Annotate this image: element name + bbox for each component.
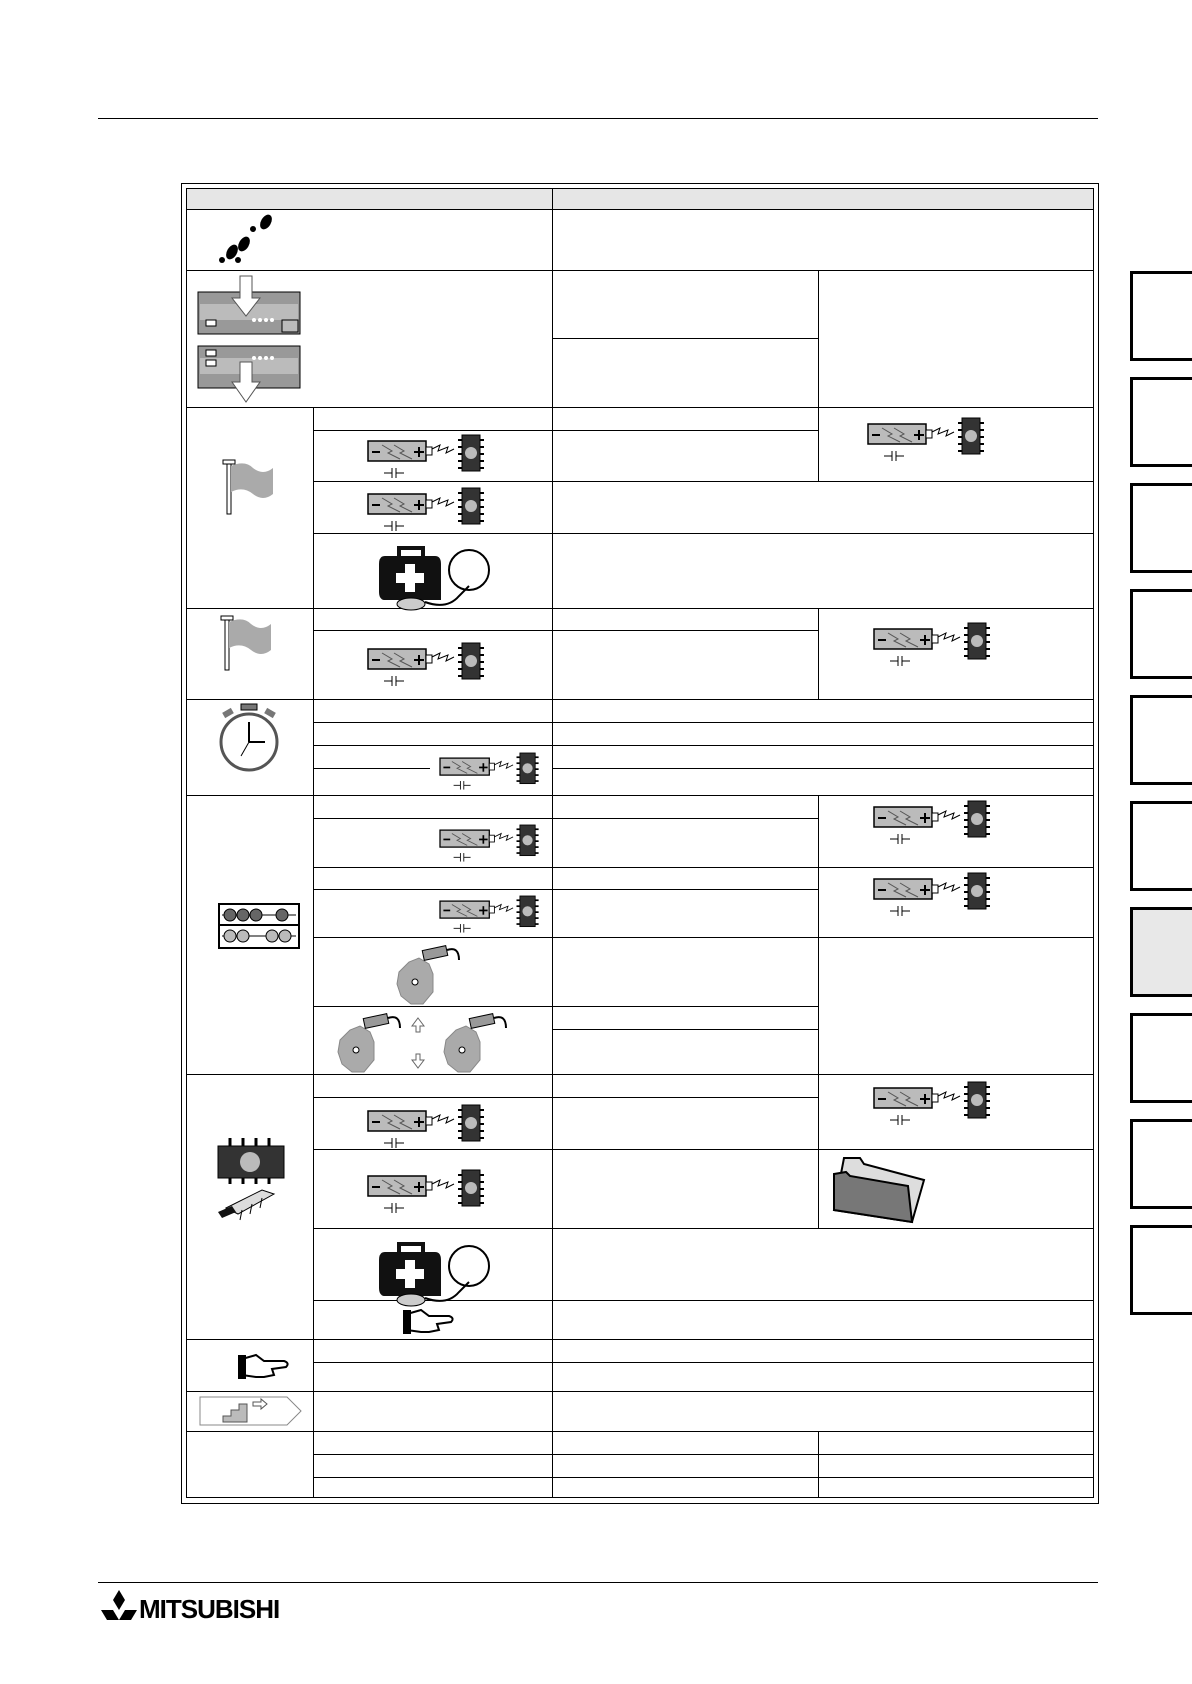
side-tab[interactable] [1130, 483, 1192, 573]
pointing-hand-icon [238, 1351, 294, 1381]
rotary-encoder-icon [440, 1010, 510, 1074]
ic-chip-icon [212, 1138, 288, 1230]
header-rule [98, 118, 1098, 119]
footsteps-icon [216, 214, 276, 266]
footer-rule [98, 1582, 1098, 1583]
battery-backed-memory-icon [368, 1170, 488, 1214]
first-aid-power-icon [377, 536, 493, 608]
battery-backed-memory-icon [868, 418, 988, 462]
side-tab-active[interactable] [1130, 907, 1192, 997]
side-tab[interactable] [1130, 1013, 1192, 1103]
mitsubishi-logo-icon [101, 1590, 137, 1622]
battery-backed-memory-icon [874, 1082, 994, 1126]
pointing-hand-icon [403, 1306, 459, 1336]
table-header-row [187, 189, 1093, 210]
abacus-counter-icon [218, 903, 300, 949]
battery-backed-memory-icon [440, 753, 542, 790]
battery-backed-memory-icon [368, 1105, 488, 1149]
side-tab[interactable] [1130, 1119, 1192, 1209]
first-aid-power-icon [377, 1232, 493, 1304]
side-tab[interactable] [1130, 377, 1192, 467]
side-tab[interactable] [1130, 589, 1192, 679]
battery-backed-memory-icon [440, 825, 542, 862]
stopwatch-timer-icon [217, 704, 281, 772]
side-tab[interactable] [1130, 801, 1192, 891]
battery-backed-memory-icon [874, 623, 994, 667]
battery-backed-memory-icon [874, 801, 994, 845]
rotary-encoder-icon [334, 1010, 404, 1074]
rotary-encoder-icon [393, 942, 463, 1006]
side-tab[interactable] [1130, 1225, 1192, 1315]
side-tab[interactable] [1130, 695, 1192, 785]
brand-name: MITSUBISHI [139, 1594, 280, 1624]
battery-backed-memory-icon [368, 435, 488, 479]
flag-icon [221, 616, 277, 672]
plc-arrow-out-icon [198, 346, 302, 406]
up-down-arrows-icon [411, 1018, 425, 1068]
battery-backed-memory-icon [368, 643, 488, 687]
folder-icon [834, 1156, 926, 1224]
battery-backed-memory-icon [440, 896, 542, 933]
plc-arrow-in-icon [198, 276, 302, 336]
battery-backed-memory-icon [874, 873, 994, 917]
step-ladder-icon [199, 1396, 303, 1426]
side-tab[interactable] [1130, 271, 1192, 361]
battery-backed-memory-icon [368, 488, 488, 532]
flag-icon [223, 460, 279, 516]
